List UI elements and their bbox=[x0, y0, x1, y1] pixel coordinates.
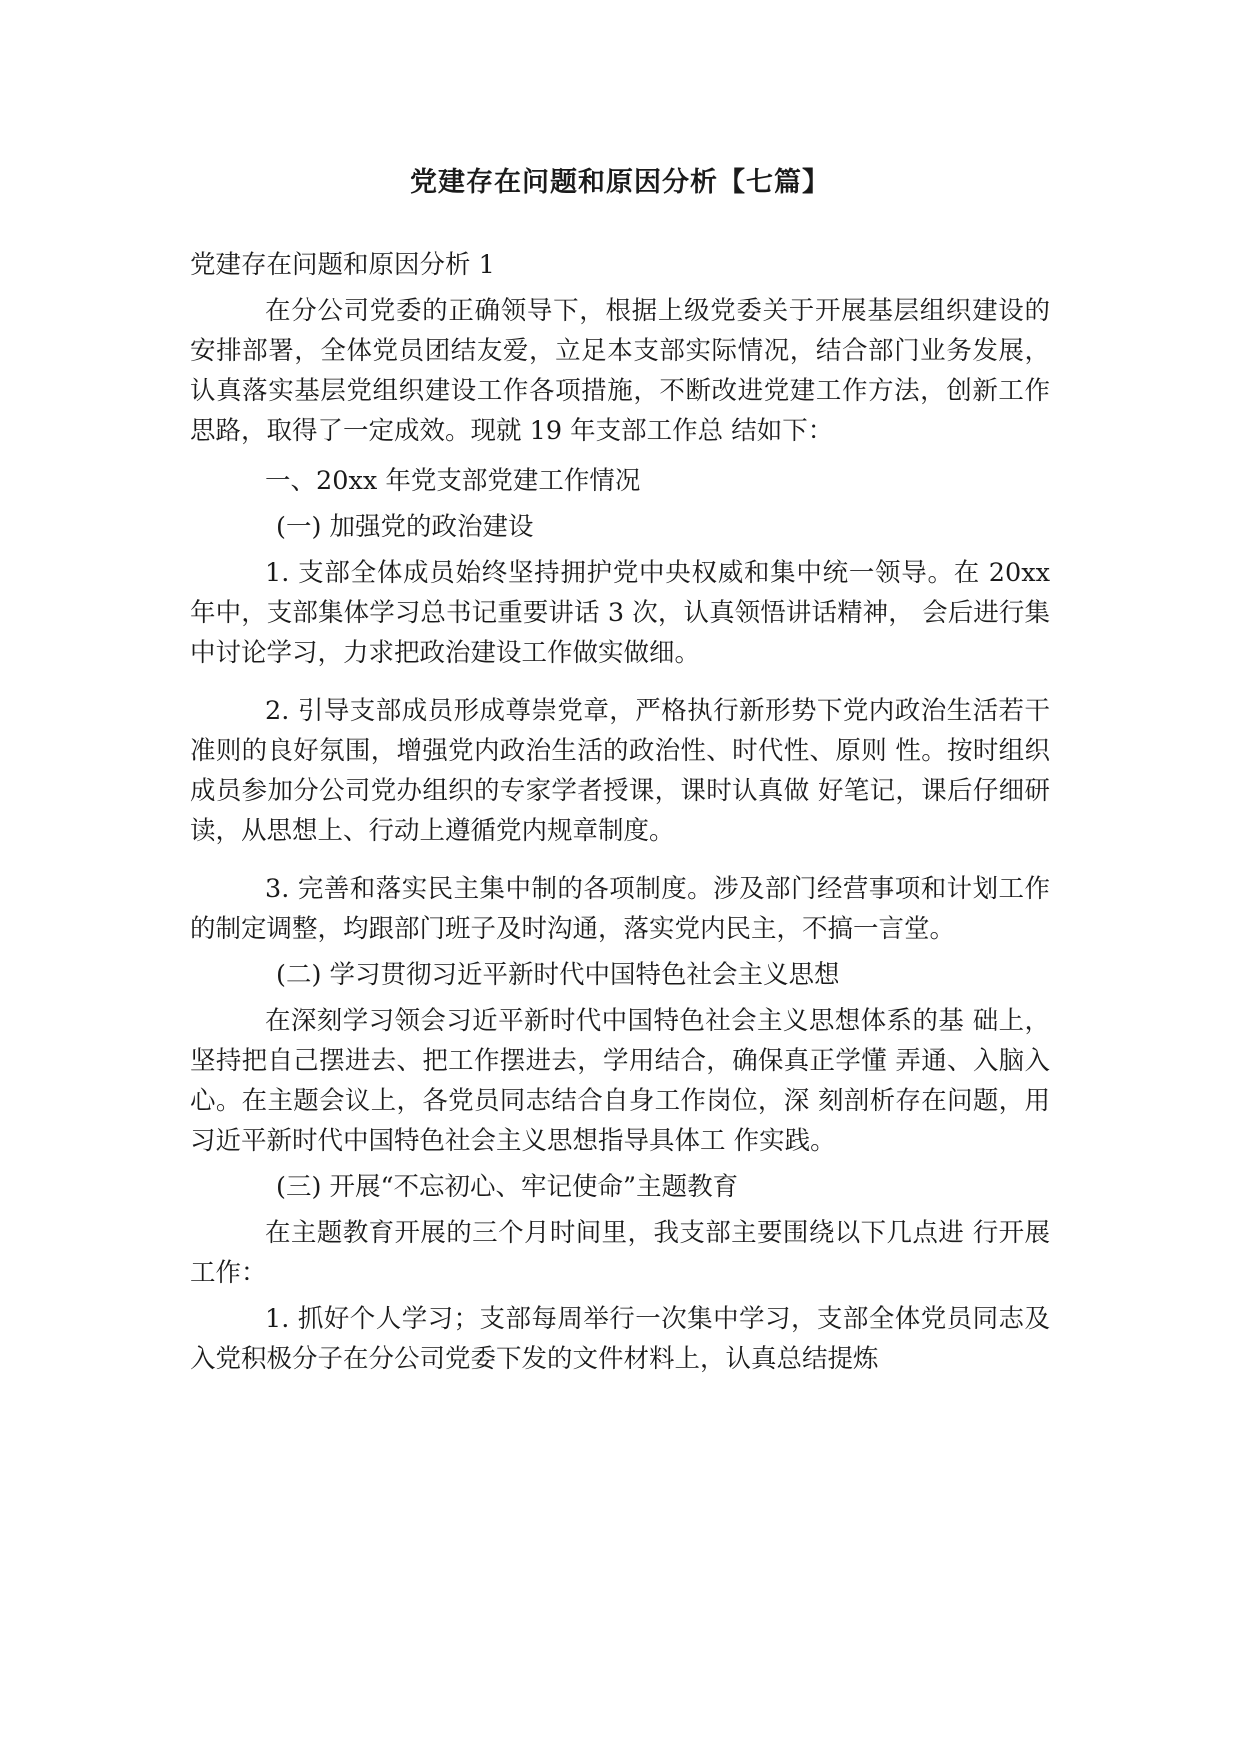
document-title: 党建存在问题和原因分析【七篇】 bbox=[410, 167, 830, 198]
subheading-political: (一) 加强党的政治建设 bbox=[276, 512, 534, 542]
paragraph-item-3: 3. 完善和落实民主集中制的各项制度。涉及部门经营事项和计划工作的制定调整，均跟部门班子及时沟通，落实党内民主，不搞一言堂。 bbox=[190, 874, 1050, 944]
subheading-study: (二) 学习贯彻习近平新时代中国特色社会主义思想 bbox=[276, 960, 840, 990]
paragraph-study: 在深刻学习领会习近平新时代中国特色社会主义思想体系的基 础上，坚持把自己摆进去、把工作摆进去，学用结合，确保真正学懂 弄通、入脑入心。在主题会议上，各党员同志结合自身工作岗位，深 刻剖析存在问题，用习近平新时代中国特色社会主义思想指导具体工 作实践。 bbox=[190, 1006, 1050, 1156]
section-subtitle: 党建存在问题和原因分析 1 bbox=[190, 250, 495, 280]
subheading-education: (三) 开展“不忘初心、牢记使命”主题教育 bbox=[276, 1172, 739, 1202]
document-body bbox=[190, 245, 1050, 1379]
paragraph-item-2: 2. 引导支部成员形成尊崇党章，严格执行新形势下党内政治生活若干准则的良好氛围，增强党内政治生活的政治性、时代性、原则 性。按时组织成员参加分公司党办组织的专家学者授课，课时认真做 好笔记，课后仔细研读，从思想上、行动上遵循党内规章制度。 bbox=[190, 696, 1050, 846]
paragraph-individual-study: 1. 抓好个人学习；支部每周举行一次集中学习，支部全体党员同志及入党积极分子在分公司党委下发的文件材料上，认真总结提炼 bbox=[190, 1304, 1050, 1374]
paragraph-education: 在主题教育开展的三个月时间里，我支部主要围绕以下几点进 行开展工作： bbox=[190, 1218, 1050, 1288]
paragraph-item-1: 1. 支部全体成员始终坚持拥护党中央权威和集中统一领导。在 20xx 年中，支部集体学习总书记重要讲话 3 次，认真领悟讲话精神， 会后进行集中讨论学习，力求把政治建设工作做实做细。 bbox=[190, 558, 1050, 668]
paragraph-intro: 在分公司党委的正确领导下，根据上级党委关于开展基层组织建设的安排部署，全体党员团结友爱，立足本支部实际情况，结合部门业务发展，认真落实基层党组织建设工作各项措施，不断改进党建工作方法，创新工作思路，取得了一定成效。现就 19 年支部工作总 结如下： bbox=[190, 296, 1050, 446]
heading-section-1: 一、20xx 年党支部党建工作情况 bbox=[265, 466, 641, 496]
